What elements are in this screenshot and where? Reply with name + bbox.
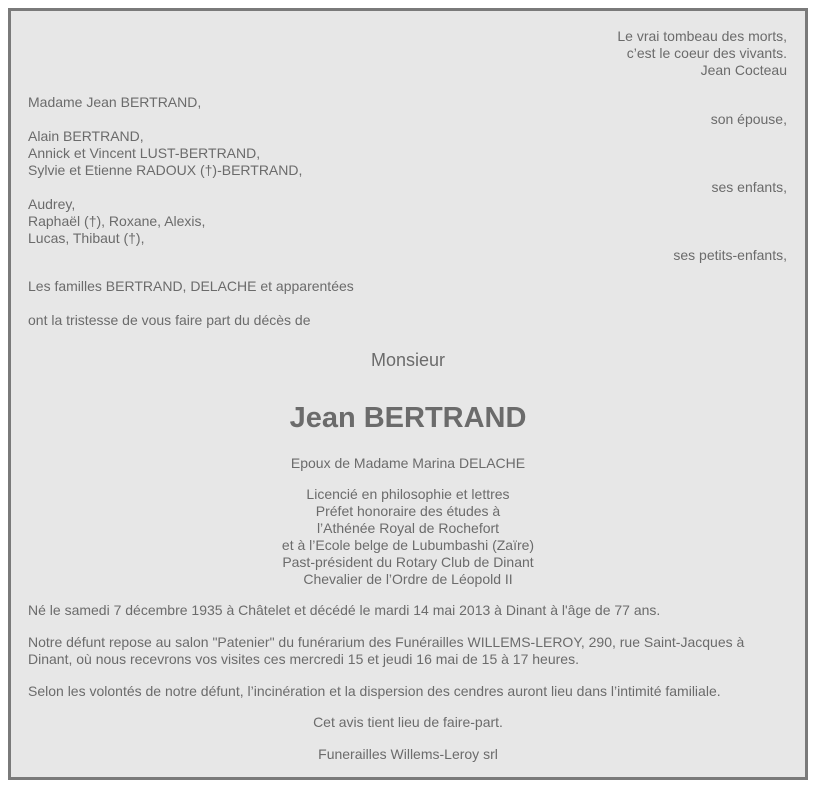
quote-author: Jean Cocteau: [700, 62, 787, 78]
families-line: Les familles BERTRAND, DELACHE et apparentées: [28, 278, 354, 294]
child-name: Annick et Vincent LUST-BERTRAND,: [28, 145, 261, 161]
children-role: ses enfants,: [711, 179, 787, 195]
wishes-line: Selon les volontés de notre défunt, l’incinération et la dispersion des cendres auront lieu dans l’intimité familiale.: [28, 683, 721, 699]
grandchild-name: Lucas, Thibaut (†),: [28, 230, 145, 246]
death-notice-card: [8, 8, 808, 780]
birth-death-line: Né le samedi 7 décembre 1935 à Châtelet et décédé le mardi 14 mai 2013 à Dinant à l'âge de 77 ans.: [28, 602, 661, 618]
grandchildren-role: ses petits-enfants,: [673, 247, 787, 263]
credential-line: Past-président du Rotary Club de Dinant: [282, 554, 534, 570]
grandchild-name: Audrey,: [28, 196, 76, 212]
grandchild-name: Raphaël (†), Roxane, Alexis,: [28, 213, 206, 229]
repose-line: Dinant, où nous recevrons vos visites ces mercredi 15 et jeudi 16 mai de 15 à 17 heures.: [28, 651, 579, 667]
credential-line: l’Athénée Royal de Rochefort: [316, 520, 500, 536]
credential-line: et à l’Ecole belge de Lubumbashi (Zaïre): [281, 537, 535, 553]
funeral-home-signature: Funerailles Willems-Leroy srl: [318, 746, 498, 762]
deceased-spouse: Epoux de Madame Marina DELACHE: [290, 455, 526, 471]
quote-line: Le vrai tombeau des morts,: [617, 28, 787, 44]
child-name: Sylvie et Etienne RADOUX (†)-BERTRAND,: [28, 162, 303, 178]
credential-line: Chevalier de l’Ordre de Léopold II: [303, 571, 513, 587]
credential-line: Licencié en philosophie et lettres: [306, 486, 510, 502]
spouse-name: Madame Jean BERTRAND,: [28, 94, 202, 110]
credential-line: Préfet honoraire des études à: [315, 503, 501, 519]
repose-line: Notre défunt repose au salon "Patenier" du funérarium des Funérailles WILLEMS-LEROY, 290, rue Saint-Jacques à: [28, 634, 745, 650]
child-name: Alain BERTRAND,: [28, 128, 144, 144]
quote-line: c’est le coeur des vivants.: [626, 45, 787, 61]
deceased-name: Jean BERTRAND: [289, 402, 527, 434]
announcement-line: ont la tristesse de vous faire part du décès de: [28, 312, 311, 328]
deceased-title: Monsieur: [370, 350, 446, 370]
notice-line: Cet avis tient lieu de faire-part.: [313, 714, 503, 730]
spouse-role: son épouse,: [710, 111, 787, 127]
